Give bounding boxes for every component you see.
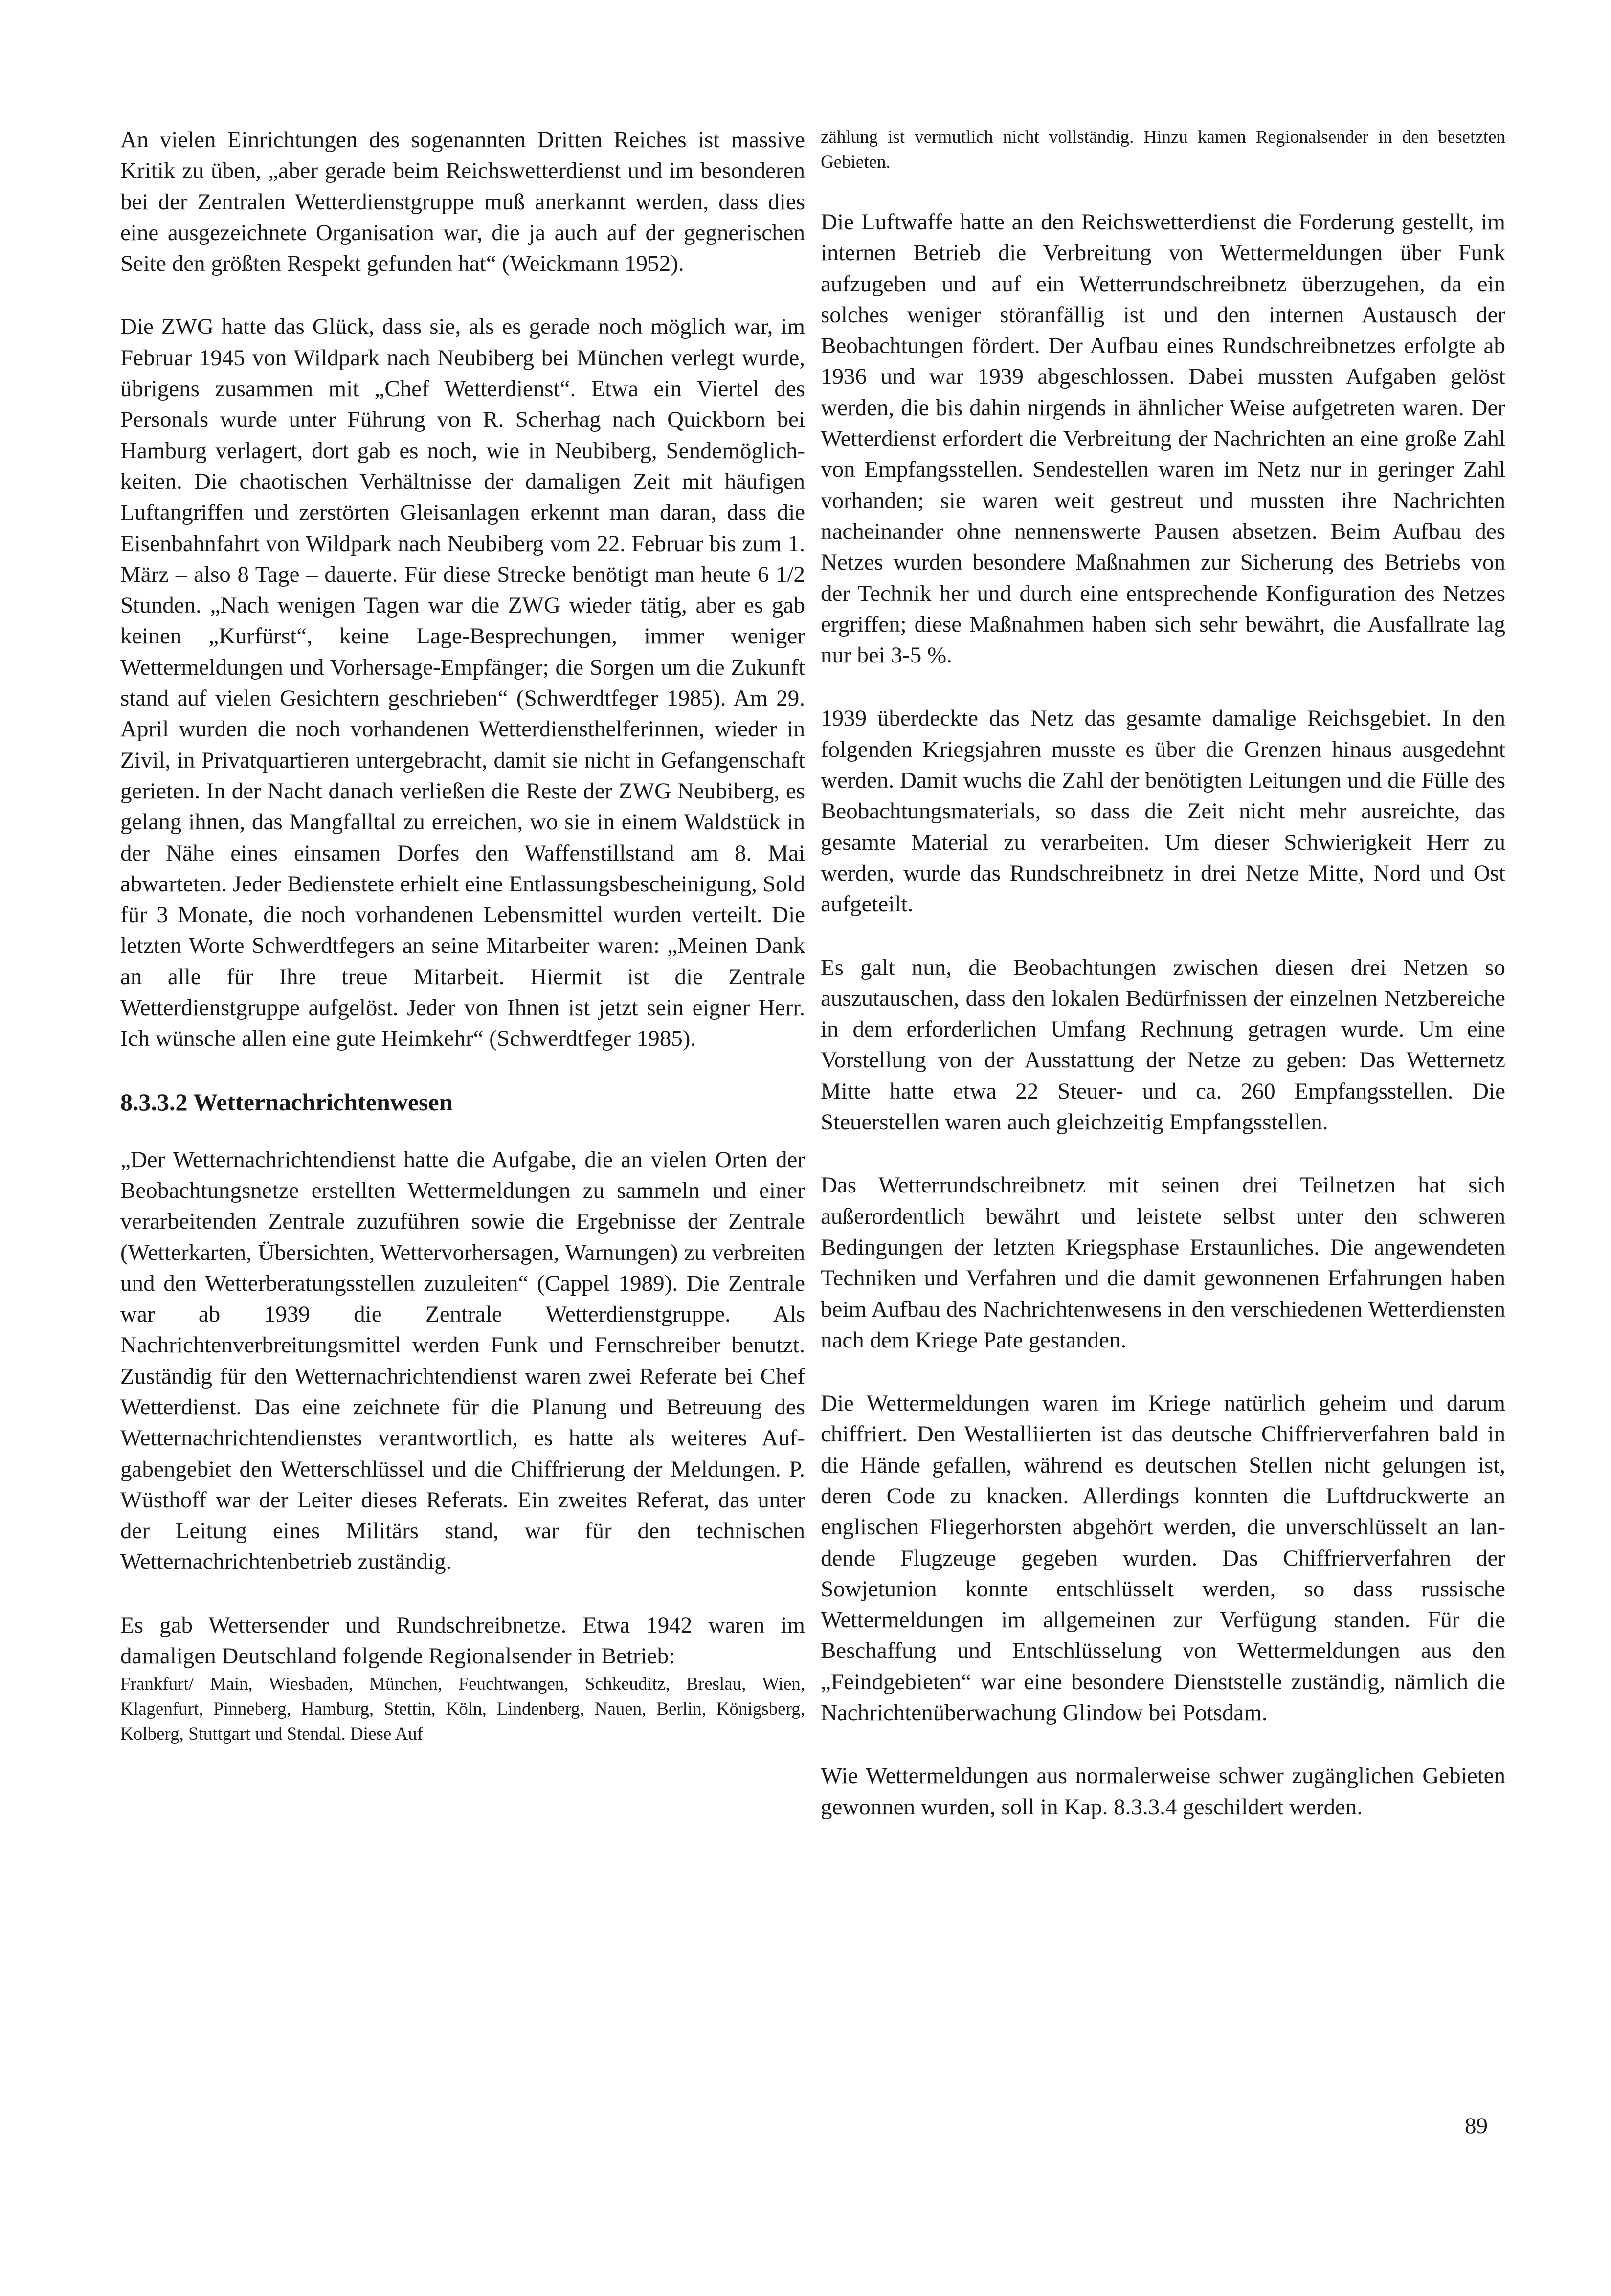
paragraph-encryption: Die Wettermeldungen waren im Kriege natürlich geheim und darum chiffriert. Den Westalliierten ist das deutsche Chiffrierverfahren bald in die Hände gefallen, während es deutschen Stellen nicht gelungen ist, deren Code zu knacken. Allerdings konnten die Luftdruckwerte an englischen Fliegerhorsten abgehört werden, die unverschlüsselt an landende Flugzeuge gegeben wurden. Das Chiffrierverfahren der Sowjetunion konnte entschlüsselt werden, so dass russische Wettermeldungen im allgemeinen zur Verfügung standen. Für die Beschaffung und Entschlüsselung von Wettermeldungen aus den „Feindgebieten“ war eine besondere Dienststelle zuständig, nämlich die Nachrichtenüberwachung Glindow bei Potsdam. xyxy=(821,1391,1505,1726)
paragraph-wettersender: Es gab Wettersender und Rundschreibnetze. Etwa 1942 waren im damaligen Deutschland folgende Regionalsender in Betrieb: xyxy=(120,1612,805,1669)
paragraph-wetternachrichtendienst: „Der Wetternachrichtendienst hatte die Aufgabe, die an vielen Orten der Beobachtungsnetze erstellten Wettermeldungen zu sammeln und einer verarbeitenden Zentrale zuzuführen sowie die Ergebnisse der Zentrale (Wetterkarten, Übersichten, Wettervorhersagen, Warnungen) zu verbreiten und den Wetterberatungsstellen zuzuleiten“ (Cappel 1989). Die Zentrale war ab 1939 die Zentrale Wetterdienstgruppe. Als Nachrichtenverbreitungsmittel werden Funk und Fernschreiber benutzt. Zuständig für den Wetternachrichtendienst waren zwei Referate bei Chef Wetterdienst. Das eine zeichnete für die Planung und Betreuung des Wetternachrichtendienstes verantwortlich, es hatte als weiteres Aufgabengebiet den Wetterschlüssel und die Chiffrierung der Meldungen. P. Wüsthoff war der Leiter dieses Referats. Ein zweites Referat, das unter der Leitung eines Militärs stand, war für den technischen Wetternachrichtenbetrieb zuständig. xyxy=(120,1147,805,1575)
section-heading: 8.3.3.2 Wetternachrichtenwesen xyxy=(120,1088,453,1116)
paragraph-rundschreibnetz: Die Luftwaffe hatte an den Reichswetterdienst die Forderung gestellt, im internen Betrieb die Verbreitung von Wettermeldungen über Funk aufzugeben und auf ein Wetterrundschreibnetz überzugehen, da ein solches weniger störanfällig ist und den internen Austausch der Beobachtungen fördert. Der Aufbau eines Rundschreibnetzes erfolgte ab 1936 und war 1939 abgeschlossen. Dabei mussten Aufgaben gelöst werden, die bis dahin nirgends in ähnlicher Weise aufgetreten waren. Der Wetterdienst erfordert die Verbreitung der Nachrichten an eine große Zahl von Empfangsstellen. Sendestellen waren im Netz nur in geringer Zahl vorhanden; sie waren weit gestreut und mussten ihre Nachrichten nacheinander ohne nennenswerte Pausen absetzen. Beim Aufbau des Netzes wurden besondere Maßnahmen zur Sicherung des Betriebs von der Technik her und durch eine entsprechende Konfiguration des Netzes ergriffen; diese Maßnahmen haben sich sehr bewährt, die Ausfallrate lag nur bei 3-5 %. xyxy=(821,209,1505,668)
paragraph-zwg-relocation: Die ZWG hatte das Glück, dass sie, als es gerade noch möglich war, im Februar 1945 von Wildpark nach Neubiberg bei München verlegt wurde, übrigens zusammen mit „Chef Wetterdienst“. Etwa ein Viertel des Personals wurde unter Führung von R. Scherhag nach Quickborn bei Hamburg verlagert, dort gab es noch, wie in Neubiberg, Sendemöglichkeiten. Die chaotischen Verhältnisse der damaligen Zeit mit häufigen Luftangriffen und zerstörten Gleisanlagen erkennt man daran, dass die Eisenbahnfahrt von Wildpark nach Neubiberg vom 22. Februar bis zum 1. März – also 8 Tage – dauerte. Für diese Strecke benötigt man heute 6 1/2 Stunden. „Nach wenigen Tagen war die ZWG wieder tätig, aber es gab keinen „Kurfürst“, keine Lage-Besprechungen, immer weniger Wettermeldungen und Vorhersage-Empfänger; die Sorgen um die Zukunft stand auf vielen Gesichtern geschrieben“ (Schwerdtfeger 1985). Am 29. April wurden die noch vorhandenen Wetterdiensthelferinnen, wieder in Zivil, in Privatquartieren untergebracht, damit sie nicht in Gefangenschaft gerieten. In der Nacht danach verließen die Reste der ZWG Neubiberg, es gelang ihnen, das Mangfalltal zu erreichen, wo sie in einem Waldstück in der Nähe eines einsamen Dorfes den Waffenstillstand am 8. Mai abwarteten. Jeder Bedienstete erhielt eine Entlassungsbescheinigung, Sold für 3 Monate, die noch vorhandenen Lebensmittel wurden verteilt. Die letzten Worte Schwerdtfegers an seine Mitarbeiter waren: „Meinen Dank an alle für Ihre treue Mitarbeit. Hiermit ist die Zentrale Wetterdienstgruppe aufgelöst. Jeder von Ihnen ist jetzt sein eigner Herr. Ich wünsche allen eine gute Heimkehr“ (Schwerdtfeger 1985). xyxy=(120,314,805,1052)
right-column xyxy=(821,125,1505,1855)
paragraph-network-success: Das Wetterrundschreibnetz mit seinen drei Teilnetzen hat sich außerordentlich bewährt und leistete selbst unter den schweren Bedingungen der letzten Kriegsphase Erstaunliches. Die angewendeten Techniken und Verfahren und die damit gewonnenen Erfahrungen haben beim Aufbau des Nachrichtenwesens in den verschiedenen Wetterdiensten nach dem Kriege Pate gestanden. xyxy=(821,1172,1505,1353)
paragraph-inaccessible-regions: Wie Wettermeldungen aus normalerweise schwer zugänglichen Gebieten gewonnen wurden, soll in Kap. 8.3.3.4 geschildert werden. xyxy=(821,1763,1505,1820)
page-number: 89 xyxy=(1465,2113,1488,2139)
paragraph-network-expansion: 1939 überdeckte das Netz das gesamte damalige Reichsgebiet. In den folgenden Kriegsjahren musste es über die Grenzen hinaus ausgedehnt werden. Damit wuchs die Zahl der benötigten Leitungen und die Fülle des Beobachtungsmaterials, so dass die Zeit nicht mehr ausreichte, das gesamte Material zu verarbeiten. Um dieser Schwierigkeit Herr zu werden, wurde das Rundschreibnetz in drei Netze Mitte, Nord und Ost aufgeteilt. xyxy=(821,706,1505,917)
regional-stations-list: Frankfurt/ Main, Wiesbaden, München, Feuchtwangen, Schkeuditz, Breslau, Wien, Klagenfurt, Pinneberg, Hamburg, Stettin, Köln, Lindenberg, Nauen, Berlin, Königsberg, Kolberg, Stuttgart und Stendal. Diese Auf xyxy=(120,1674,805,1744)
paragraph-network-exchange: Es galt nun, die Beobachtungen zwischen diesen drei Netzen so auszutauschen, dass den lokalen Bedürfnissen der einzelnen Netzbereiche in dem erforderlichen Umfang Rechnung getragen wurde. Um eine Vorstellung von der Ausstattung der Netze zu geben: Das Wetternetz Mitte hatte etwa 22 Steuer- und ca. 260 Empfangsstellen. Die Steuerstellen waren auch gleichzeitig Empfangsstellen. xyxy=(821,954,1505,1135)
paragraph-weickmann-quote: An vielen Einrichtungen des sogenannten Dritten Reiches ist massive Kritik zu üben, „aber gerade beim Reichswetterdienst und im besonderen bei der Zentralen Wetterdienstgruppe muß anerkannt werden, dass dies eine ausgezeichnete Organisation war, die ja auch auf der gegnerischen Seite den größten Respekt gefunden hat“ (Weickmann 1952). xyxy=(120,127,805,277)
regional-stations-list-continued: zählung ist vermutlich nicht vollständig. Hinzu kamen Regionalsender in den besetzten Gebieten. xyxy=(821,127,1505,172)
left-column xyxy=(120,125,805,1771)
